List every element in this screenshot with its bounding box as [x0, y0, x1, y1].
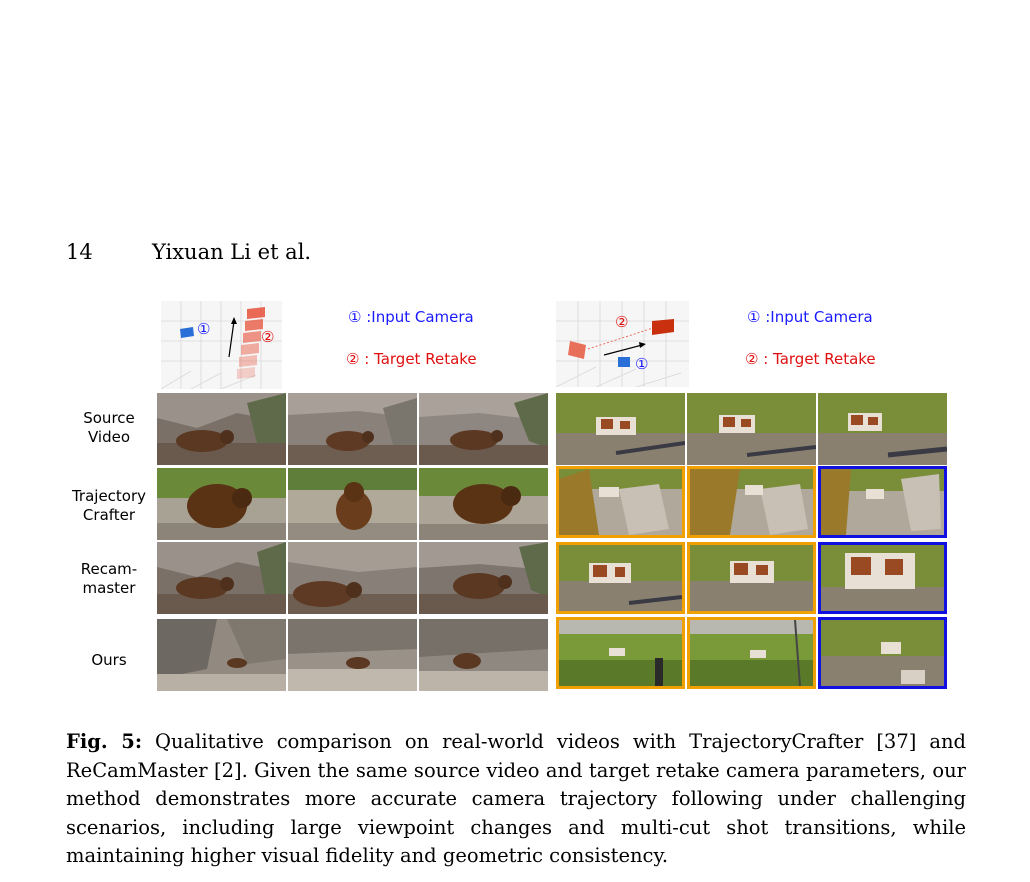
bear-recammaster-frame-1: [157, 542, 286, 614]
marker-1: ①: [197, 320, 211, 338]
cow-source-frame-1: [556, 393, 685, 465]
row-label-trajectorycrafter: Trajectory Crafter: [71, 487, 147, 524]
bear-recammaster-frame-3: [419, 542, 548, 614]
figure-label: Fig. 5:: [66, 730, 143, 753]
target-retake-legend: ② : Target Retake: [346, 350, 477, 368]
bear-ours-frame-2: [288, 619, 417, 691]
cow-ours-frame-3: [818, 617, 947, 689]
figure-caption: [66, 728, 966, 871]
author-line: Yixuan Li et al.: [152, 240, 312, 264]
cow-recammaster-frame-1: [556, 542, 685, 614]
input-camera-legend: ① :Input Camera: [348, 308, 474, 326]
cow-recammaster-frame-2: [687, 542, 816, 614]
marker-2: ②: [261, 328, 275, 346]
page-number: 14: [66, 240, 93, 264]
cow-trajectorycrafter-frame-2: [687, 466, 816, 538]
cow-ours-frame-2: [687, 617, 816, 689]
bear-source-frame-1: [157, 393, 286, 465]
bear-trajectorycrafter-frame-3: [419, 468, 548, 540]
marker-2-right: ②: [615, 313, 629, 331]
caption-text: Qualitative comparison on real-world videos with TrajectoryCrafter [37] and ReCamMaster [2]. Given the same source video and target retake camera parameters, our method demonstrates more accurate camera trajectory following under challenging scenarios, including large viewpoint changes and multi-cut shot transitions, while maintaining higher visual fidelity and geometric consistency.: [66, 730, 966, 867]
cow-recammaster-frame-3: [818, 542, 947, 614]
row-label-source: Source Video: [83, 409, 135, 446]
row-label-recammaster: Recam- master: [80, 560, 138, 597]
cow-trajectorycrafter-frame-1: [556, 466, 685, 538]
row-label-ours: Ours: [91, 651, 127, 669]
target-retake-legend-right: ② : Target Retake: [745, 350, 876, 368]
input-camera-legend-right: ① :Input Camera: [747, 308, 873, 326]
camera-diagram-left: [161, 301, 282, 389]
bear-trajectorycrafter-frame-2: [288, 468, 417, 540]
bear-recammaster-frame-2: [288, 542, 417, 614]
bear-ours-frame-1: [157, 619, 286, 691]
cow-trajectorycrafter-frame-3: [818, 466, 947, 538]
camera-diagram-right: [556, 301, 689, 387]
bear-source-frame-3: [419, 393, 548, 465]
cow-source-frame-2: [687, 393, 816, 465]
running-header: [66, 240, 311, 264]
cow-ours-frame-1: [556, 617, 685, 689]
marker-1-right: ①: [635, 355, 649, 373]
bear-source-frame-2: [288, 393, 417, 465]
cow-source-frame-3: [818, 393, 947, 465]
bear-trajectorycrafter-frame-1: [157, 468, 286, 540]
bear-ours-frame-3: [419, 619, 548, 691]
